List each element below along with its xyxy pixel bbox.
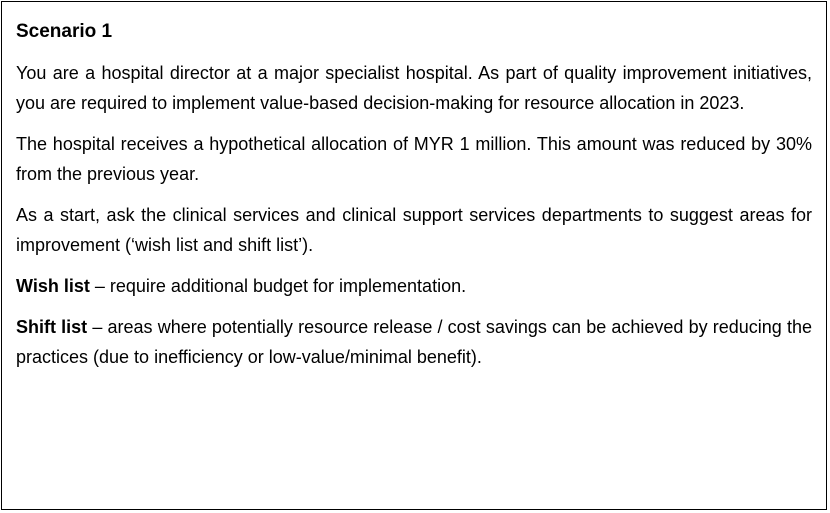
intro-paragraph: You are a hospital director at a major specialist hospital. As part of quality improvement initiatives, you are required to implement value-based decision-making for resource allocation in 2023. bbox=[16, 63, 812, 113]
shift-list-term: Shift list bbox=[16, 317, 88, 337]
wish-list-paragraph bbox=[16, 271, 812, 301]
wish-list-definition: – require additional budget for implementation. bbox=[89, 276, 467, 296]
shift-list-definition: – areas where potentially resource release / cost savings can be achieved by reducing the practices (due to inefficiency or low-value/minimal benefit). bbox=[16, 317, 813, 367]
scenario-title: Scenario 1 bbox=[16, 21, 113, 42]
allocation-paragraph: The hospital receives a hypothetical allocation of MYR 1 million. This amount was reduced by 30% from the previous year. bbox=[16, 134, 812, 184]
shift-list-paragraph bbox=[16, 312, 812, 372]
wish-list-term: Wish list bbox=[16, 276, 90, 296]
scenario-box bbox=[1, 1, 827, 510]
instruction-paragraph: As a start, ask the clinical services and clinical support services departments to suggest areas for improvement (‘wish list and shift list’). bbox=[16, 205, 812, 255]
